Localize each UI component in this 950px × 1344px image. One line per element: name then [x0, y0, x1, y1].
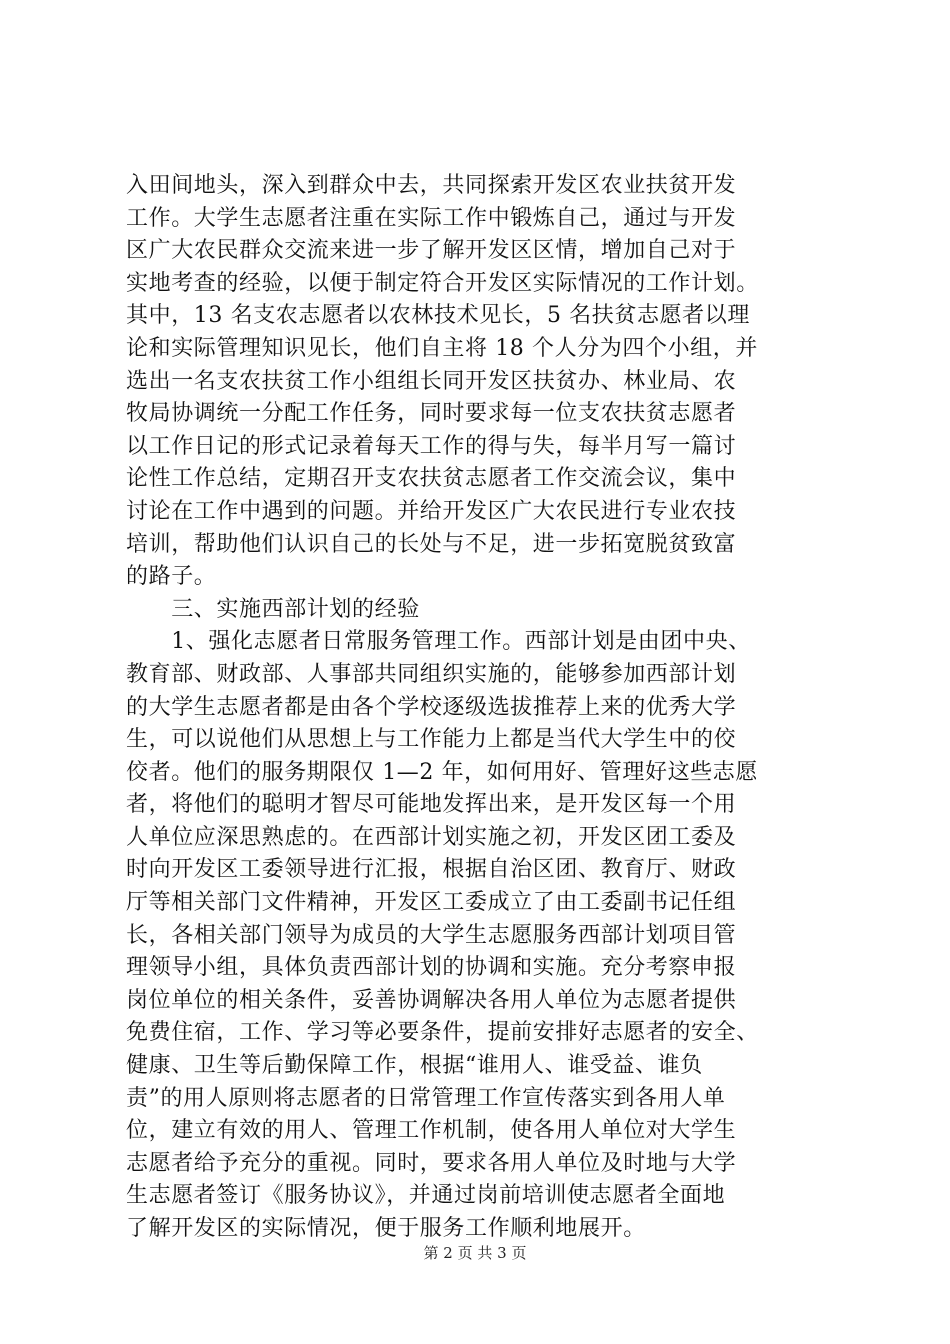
- text-line: 培训，帮助他们认识自己的长处与不足，进一步拓宽脱贫致富: [126, 531, 737, 557]
- text-line: 的路子。: [126, 564, 217, 590]
- text-line: 牧局协调统一分配工作任务，同时要求每一位支农扶贫志愿者: [126, 401, 737, 427]
- text-line: 讨论在工作中遇到的问题。并给开发区广大农民进行专业农技: [126, 498, 737, 524]
- text-line: 教育部、财政部、人事部共同组织实施的，能够参加西部计划: [126, 661, 737, 687]
- text-line: 厅等相关部门文件精神，开发区工委成立了由工委副书记任组: [126, 890, 737, 916]
- text-line: 选出一名支农扶贫工作小组组长同开发区扶贫办、林业局、农: [126, 368, 737, 394]
- text-line: 者，将他们的聪明才智尽可能地发挥出来，是开发区每一个用: [126, 792, 737, 818]
- text-line: 健康、卫生等后勤保障工作，根据“谁用人、谁受益、谁负: [126, 1053, 703, 1079]
- text-line: 工作。大学生志愿者注重在实际工作中锻炼自己，通过与开发: [126, 205, 737, 231]
- text-line: 佼者。他们的服务期限仅 1—2 年，如何用好、管理好这些志愿: [126, 759, 758, 785]
- text-line: 1、强化志愿者日常服务管理工作。西部计划是由团中央、: [126, 629, 751, 655]
- text-line: 生志愿者签订《服务协议》，并通过岗前培训使志愿者全面地: [126, 1183, 726, 1209]
- text-line: 其中，13 名支农志愿者以农林技术见长，5 名扶贫志愿者以理: [126, 303, 750, 329]
- text-line: 人单位应深思熟虑的。在西部计划实施之初，开发区团工委及: [126, 824, 737, 850]
- text-line: 位，建立有效的用人、管理工作机制，使各用人单位对大学生: [126, 1118, 737, 1144]
- text-line: 生，可以说他们从思想上与工作能力上都是当代大学生中的佼: [126, 727, 737, 753]
- text-line: 长，各相关部门领导为成员的大学生志愿服务西部计划项目管: [126, 922, 737, 948]
- page-number-footer: 第 2 页 共 3 页: [423, 1244, 527, 1262]
- document-body: [126, 170, 846, 1246]
- text-line: 以工作日记的形式记录着每天工作的得与失，每半月写一篇讨: [126, 433, 737, 459]
- text-line: 论和实际管理知识见长，他们自主将 18 个人分为四个小组，并: [126, 335, 758, 361]
- text-line: 责”的用人原则将志愿者的日常管理工作宣传落实到各用人单: [126, 1085, 726, 1111]
- text-line: 入田间地头，深入到群众中去，共同探索开发区农业扶贫开发: [126, 173, 737, 198]
- text-line: 的大学生志愿者都是由各个学校逐级选拔推荐上来的优秀大学: [126, 694, 737, 720]
- text-line: 免费住宿，工作、学习等必要条件，提前安排好志愿者的安全、: [126, 1020, 759, 1046]
- text-line: 实地考查的经验，以便于制定符合开发区实际情况的工作计划。: [126, 270, 759, 296]
- text-line: 岗位单位的相关条件，妥善协调解决各用人单位为志愿者提供: [126, 987, 737, 1013]
- text-line: 论性工作总结，定期召开支农扶贫志愿者工作交流会议，集中: [126, 466, 737, 492]
- text-line: 了解开发区的实际情况，便于服务工作顺利地展开。: [126, 1216, 646, 1241]
- text-line: 时向开发区工委领导进行汇报，根据自治区团、教育厅、财政: [126, 857, 737, 883]
- section-heading: 三、实施西部计划的经验: [126, 596, 420, 622]
- text-line: 区广大农民群众交流来进一步了解开发区区情，增加自己对于: [126, 238, 737, 264]
- text-line: 志愿者给予充分的重视。同时，要求各用人单位及时地与大学: [126, 1150, 737, 1176]
- text-line: 理领导小组，具体负责西部计划的协调和实施。充分考察申报: [126, 955, 737, 981]
